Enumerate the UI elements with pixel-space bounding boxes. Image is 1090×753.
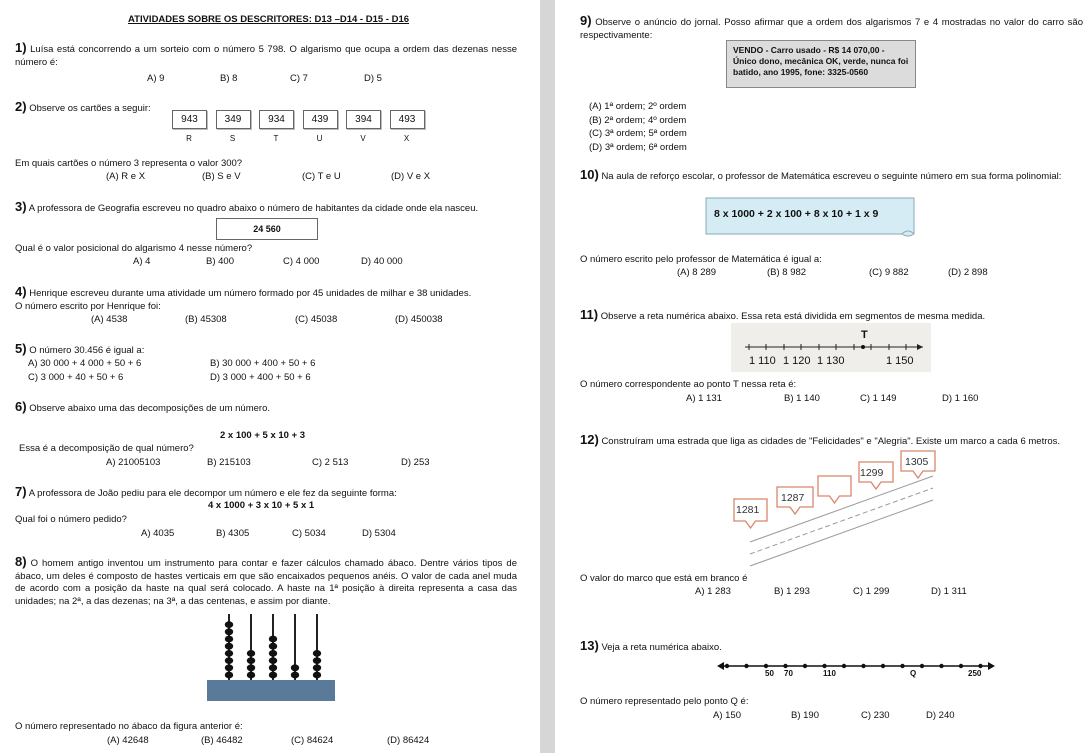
q13-text: 13) Veja a reta numérica abaixo. [580,638,722,653]
abacus-base [207,680,335,701]
abacus-bead [247,672,255,679]
q8-option[interactable]: (A) 42648 [107,735,149,746]
q10-option[interactable]: (A) 8 289 [677,267,717,278]
q11-tick-label: 1 110 [749,355,776,367]
number-line-dot [803,664,807,668]
q2-text: 2) Observe os cartões a seguir: [15,99,151,114]
q10-option[interactable]: (C) 9 882 [869,267,909,278]
q3-option[interactable]: B) 400 [206,256,234,267]
q2-option[interactable]: (B) S e V [202,171,241,182]
q12-option[interactable]: C) 1 299 [853,586,890,597]
q4-option[interactable]: (B) 45308 [185,314,227,325]
abacus-bead [225,650,233,657]
q11-tick-label: 1 120 [783,355,811,367]
card-label: S [229,134,236,143]
q13-option[interactable]: B) 190 [791,710,819,721]
q12-marker-label: 1281 [736,504,760,516]
q13-option[interactable]: A) 150 [713,710,741,721]
q3-option[interactable]: D) 40 000 [361,256,403,267]
q11-option[interactable]: B) 1 140 [784,393,820,404]
q10-text: 10) Na aula de reforço escolar, o professor de Matemática escreveu o seguinte número em sua forma polinomial: [580,167,1062,182]
worksheet-title: ATIVIDADES SOBRE OS DESCRITORES: D13 –D14 - D15 - D16 [128,14,410,25]
q7-option[interactable]: B) 4305 [216,528,250,539]
q8-option[interactable]: (D) 86424 [387,735,430,746]
q1-option[interactable]: D) 5 [364,73,382,84]
q3-number-box: 24 560 [216,218,318,240]
q5-option[interactable]: C) 3 000 + 40 + 50 + 6 [28,372,124,383]
abacus-bead [225,664,233,671]
abacus-bead [247,657,255,664]
q2-question: Em quais cartões o número 3 representa o valor 300? [15,158,243,169]
number-card: 493 [390,110,425,129]
page-gutter [540,0,555,753]
q2-option[interactable]: (C) T e U [302,171,341,182]
q9-option[interactable]: (D) 3ª ordem; 6ª ordem [589,142,687,153]
card-label: T [273,134,279,143]
q13-option[interactable]: D) 240 [926,710,955,721]
q13-question: O número representado pelo ponto Q é: [580,696,749,707]
abacus-bead [225,628,233,635]
card-label: V [360,134,366,143]
abacus-bead [313,650,321,657]
number-line-dot [959,664,963,668]
abacus-bead [269,664,277,671]
number-line-dot [725,664,729,668]
q8-option[interactable]: (B) 46482 [201,735,243,746]
abacus-figure [205,612,337,704]
number-line-dot [978,664,982,668]
number-line-arrow [717,662,724,670]
abacus-bead [247,664,255,671]
q6-option[interactable]: B) 215103 [207,457,251,468]
q8-text: 8) O homem antigo inventou um instrumento para contar e fazer cálculos chamado ábaco. Dentre vários tipos de ábaco, um deles é composto de hastes verticais em que são encaixados pequenos anéis. O valor de cada anel muda de acordo com a posição da haste na qual será colocado. A haste na 1ª posição à direita representa a casa das unidades; na 2ª, a das dezenas; na 3ª, a das centenas, e assim por diante. [15,554,517,607]
number-line-dot [939,664,943,668]
number-line-dot [881,664,885,668]
q5-text: 5) O número 30.456 é igual a: [15,341,145,356]
q13-tick-label: 70 [784,669,793,678]
q11-tick-label: 1 150 [886,355,914,367]
q12-text: 12) Construíram uma estrada que liga as cidades de "Felicidades" e "Alegria". Existe um marco a cada 6 metros. [580,432,1061,447]
q7-option[interactable]: D) 5304 [362,528,396,539]
q11-tick-label: 1 130 [817,355,845,367]
q4-option[interactable]: (D) 450038 [395,314,443,325]
q13-tick-label: 50 [765,669,774,678]
q4-option[interactable]: (A) 4538 [91,314,128,325]
number-card: 934 [259,110,294,129]
abacus-bead [269,650,277,657]
abacus-bead [225,621,233,628]
number-card: 943 [172,110,207,129]
q6-expression: 2 x 100 + 5 x 10 + 3 [220,430,306,441]
q10-option[interactable]: (B) 8 982 [767,267,807,278]
abacus-bead [313,664,321,671]
q4-option[interactable]: (C) 45038 [295,314,338,325]
q2-option[interactable]: (A) R e X [106,171,146,182]
q8-option[interactable]: (C) 84624 [291,735,334,746]
number-line-arrow [988,662,995,670]
abacus-bead [291,672,299,679]
q13-tick-label: 110 [823,669,836,678]
q5-option[interactable]: D) 3 000 + 400 + 50 + 6 [210,372,311,383]
q11-question: O número correspondente ao ponto T nessa reta é: [580,379,797,390]
number-line-dot [764,664,768,668]
right-page [555,0,1090,753]
number-line-dot [822,664,826,668]
q6-text: 6) Observe abaixo uma das decomposições de um número. [15,399,270,414]
q9-option[interactable]: (A) 1ª ordem; 2º ordem [589,101,687,112]
q4-question: O número escrito por Henrique foi: [15,301,161,312]
number-line-dot [861,664,865,668]
q11-point-label: T [861,329,868,341]
q6-option[interactable]: A) 21005103 [106,457,161,468]
q5-option[interactable]: B) 30 000 + 400 + 50 + 6 [210,358,316,369]
q12-marker-label: 1287 [781,492,805,504]
q10-option[interactable]: (D) 2 898 [948,267,988,278]
q3-question: Qual é o valor posicional do algarismo 4 nesse número? [15,243,253,254]
q2-option[interactable]: (D) V e X [391,171,431,182]
q9-newspaper-ad: VENDO - Carro usado - R$ 14 070,00 - Único dono, mecânica OK, verde, nunca foi batido, ano 1995, fone: 3325-0560 [726,40,916,88]
card-label: X [403,134,410,143]
number-card: 349 [216,110,251,129]
q13-point-label: Q [910,669,917,678]
q12-question: O valor do marco que está em branco é [580,573,748,584]
abacus-bead [269,657,277,664]
number-line-dot [920,664,924,668]
left-page [0,0,540,753]
abacus-bead [269,636,277,643]
abacus-bead [225,672,233,679]
q3-option[interactable]: A) 4 [133,256,151,267]
q4-text: 4) Henrique escreveu durante uma atividade um número formado por 45 unidades de milhar e 38 unidades. [15,284,472,299]
abacus-bead [313,672,321,679]
q1-number: 1) [15,40,27,55]
q6-option[interactable]: D) 253 [401,457,430,468]
q13-tick-label: 250 [968,669,982,678]
q11-option[interactable]: D) 1 160 [942,393,979,404]
q13-number-line [717,658,997,678]
q12-option[interactable]: D) 1 311 [931,586,967,597]
card-label: R [186,134,192,143]
number-card: 439 [303,110,338,129]
q1-text: 1) Luísa está concorrendo a um sorteio com o número 5 798. O algarismo que ocupa a ordem das dezenas nesse número é: [15,40,518,68]
number-line-dot [783,664,787,668]
q3-option[interactable]: C) 4 000 [283,256,320,267]
q12-marker-label: 1299 [860,467,884,479]
number-line-dot [744,664,748,668]
q1-option[interactable]: B) 8 [220,73,238,84]
q7-text: 7) A professora de João pediu para ele decompor um número e ele fez da seguinte forma: [15,484,397,499]
abacus-bead [313,657,321,664]
q7-expression: 4 x 1000 + 3 x 10 + 5 x 1 [208,500,315,511]
abacus-bead [247,650,255,657]
q12-markers [555,0,1090,600]
q1-option[interactable]: C) 7 [290,73,308,84]
q7-option[interactable]: A) 4035 [141,528,175,539]
q11-option[interactable]: C) 1 149 [860,393,897,404]
number-line-dot [900,664,904,668]
q5-option[interactable]: A) 30 000 + 4 000 + 50 + 6 [28,358,142,369]
q12-option[interactable]: A) 1 283 [695,586,731,597]
card-label: U [316,134,323,143]
q7-question: Qual foi o número pedido? [15,514,127,525]
q9-option[interactable]: (C) 3ª ordem; 5ª ordem [589,128,687,139]
blank-marker [818,476,851,503]
abacus-bead [225,657,233,664]
number-card: 394 [346,110,381,129]
abacus-bead [291,664,299,671]
q12-marker-label: 1305 [905,456,929,468]
q6-option[interactable]: C) 2 513 [312,457,349,468]
abacus-bead [269,643,277,650]
abacus-bead [225,636,233,643]
q6-question: Essa é a decomposição de qual número? [19,443,194,454]
q12-option[interactable]: B) 1 293 [774,586,810,597]
q13-option[interactable]: C) 230 [861,710,890,721]
abacus-bead [269,672,277,679]
q3-text: 3) A professora de Geografia escreveu no quadro abaixo o número de habitantes da cidade onde ela nasceu. [15,199,479,214]
q9-option[interactable]: (B) 2ª ordem; 4º ordem [589,115,687,126]
q11-option[interactable]: A) 1 131 [686,393,722,404]
number-line-dot [842,664,846,668]
q11-text: 11) Observe a reta numérica abaixo. Essa reta está dividida em segmentos de mesma medida. [580,307,986,322]
q7-option[interactable]: C) 5034 [292,528,326,539]
abacus-bead [225,643,233,650]
q10-expression: 8 x 1000 + 2 x 100 + 8 x 10 + 1 x 9 [714,208,879,220]
q10-question: O número escrito pelo professor de Matemática é igual a: [580,254,822,265]
q8-question: O número representado no ábaco da figura anterior é: [15,721,243,732]
q9-text: 9) Observe o anúncio do jornal. Posso afirmar que a ordem dos algarismos 7 e 4 mostradas no valor do carro são respectivamente: [580,13,1083,41]
q1-option[interactable]: A) 9 [147,73,165,84]
